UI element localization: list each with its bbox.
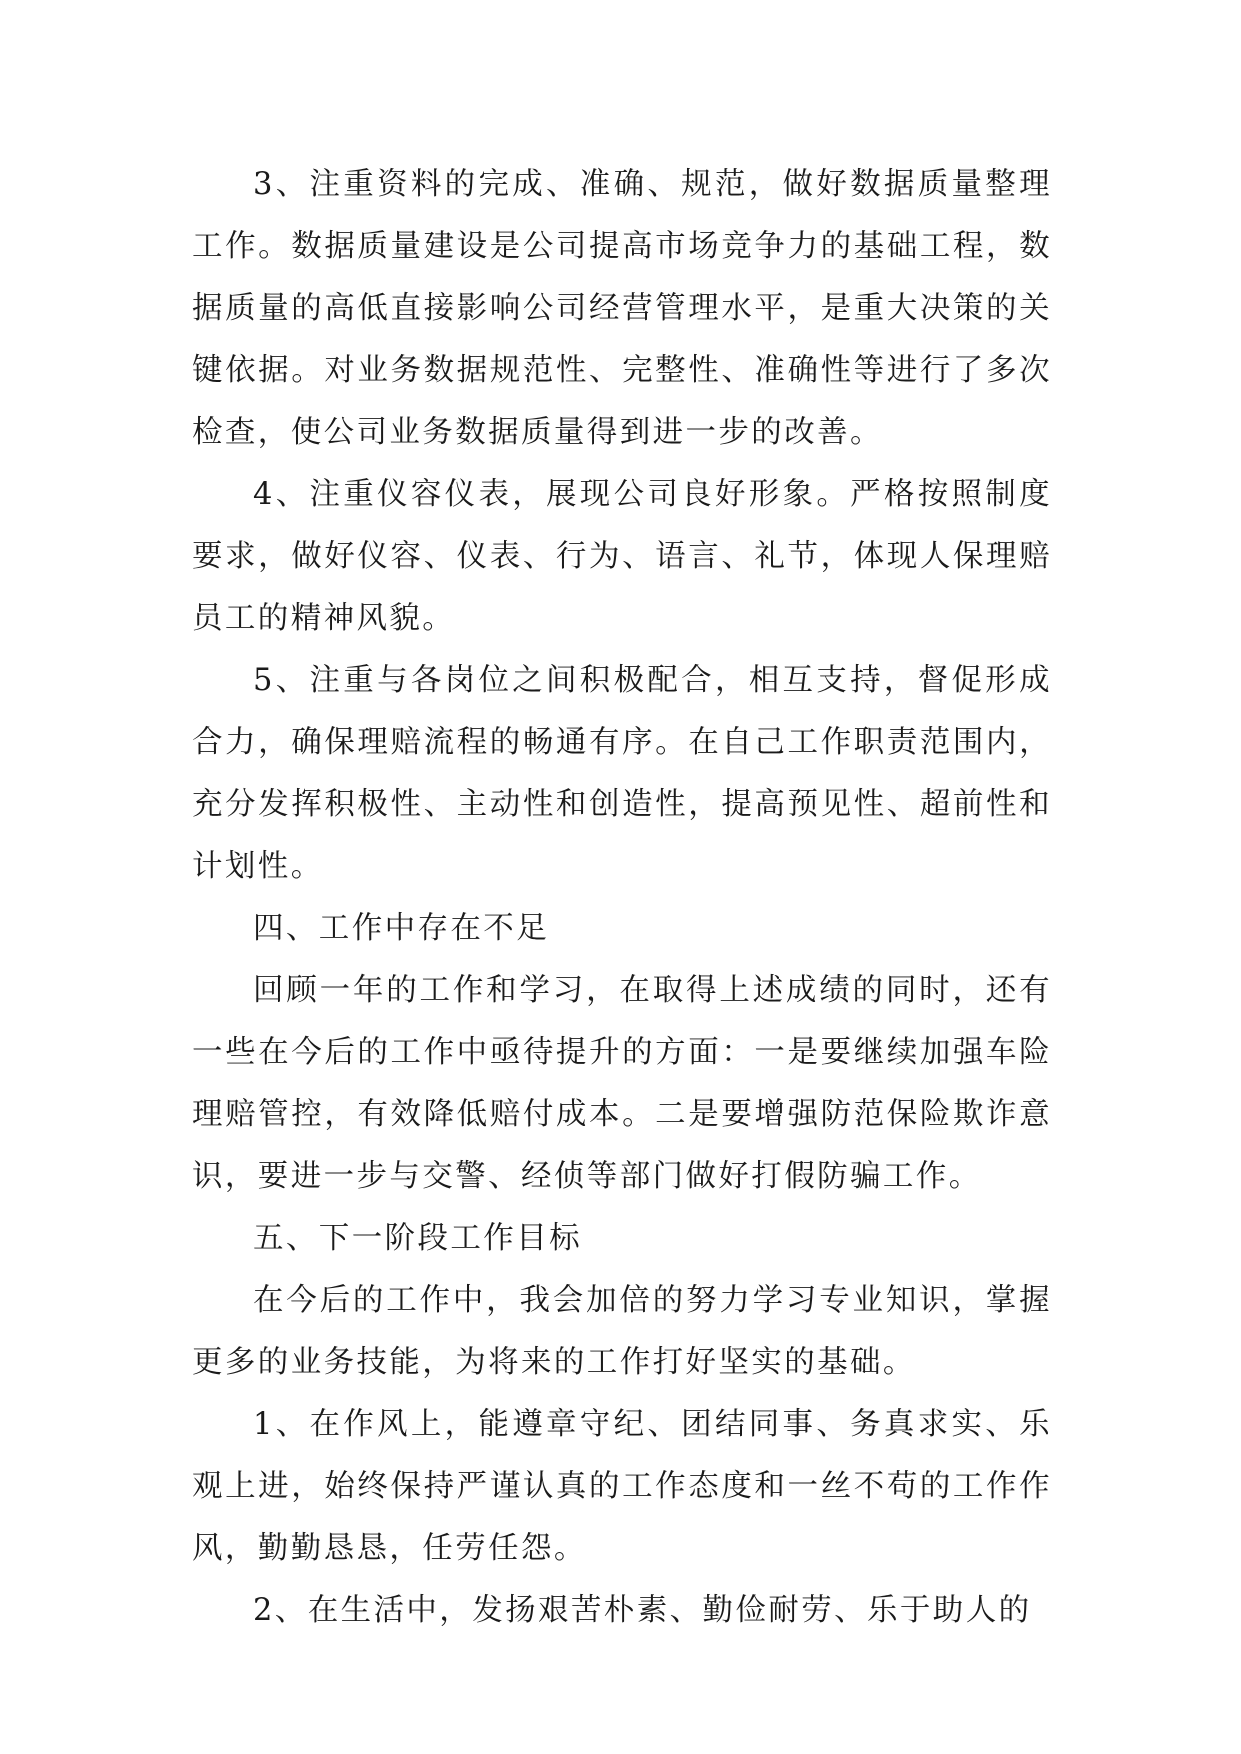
paragraph-work-style: 1、在作风上，能遵章守纪、团结同事、务真求实、乐观上进，始终保持严谨认真的工作态度和一丝不苟的工作作风，勤勤恳恳，任劳任怨。 [192, 1407, 1052, 1566]
paragraph-review: 回顾一年的工作和学习，在取得上述成绩的同时，还有一些在今后的工作中亟待提升的方面：一是要继续加强车险理赔管控，有效降低赔付成本。二是要增强防范保险欺诈意识，要进一步与交警、经侦等部门做好打假防骗工作。 [192, 973, 1052, 1194]
section-heading-shortcomings: 四、工作中存在不足 [253, 911, 550, 946]
paragraph-appearance: 4、注重仪容仪表，展现公司良好形象。严格按照制度要求，做好仪容、仪表、行为、语言、礼节，体现人保理赔员工的精神风貌。 [192, 477, 1052, 636]
section-heading-goals: 五、下一阶段工作目标 [253, 1221, 582, 1256]
paragraph-cooperation: 5、注重与各岗位之间积极配合，相互支持，督促形成合力，确保理赔流程的畅通有序。在自己工作职责范围内，充分发挥积极性、主动性和创造性，提高预见性、超前性和计划性。 [192, 663, 1052, 884]
paragraph-life: 2、在生活中，发扬艰苦朴素、勤俭耐劳、乐于助人的 [253, 1593, 1032, 1628]
paragraph-future-work: 在今后的工作中，我会加倍的努力学习专业知识，掌握更多的业务技能，为将来的工作打好坚实的基础。 [192, 1283, 1052, 1380]
document-body [192, 154, 1052, 1642]
paragraph-data-quality: 3、注重资料的完成、准确、规范，做好数据质量整理工作。数据质量建设是公司提高市场竞争力的基础工程，数据质量的高低直接影响公司经营管理水平，是重大决策的关键依据。对业务数据规范性、完整性、准确性等进行了多次检查，使公司业务数据质量得到进一步的改善。 [192, 167, 1052, 450]
